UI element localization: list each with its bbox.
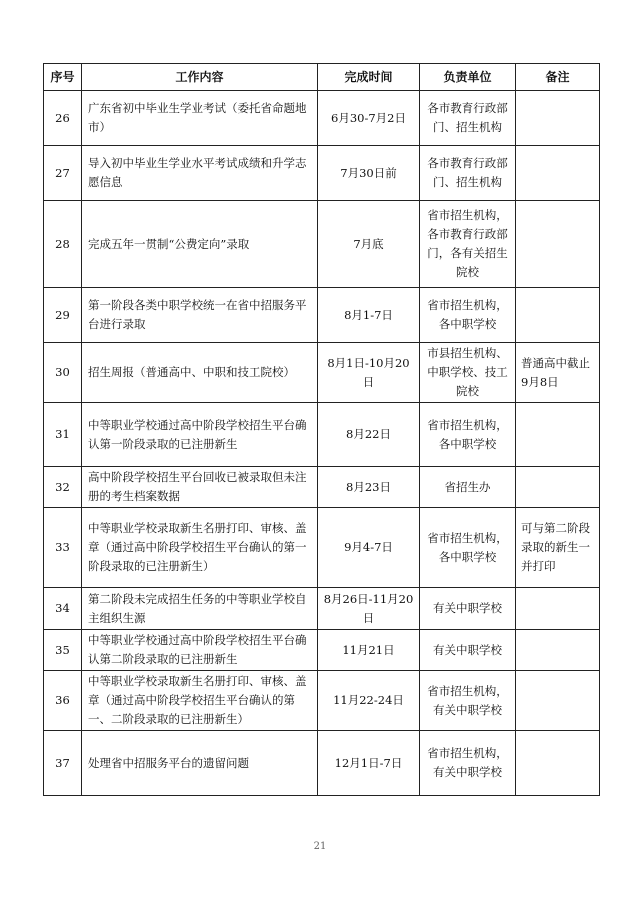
cell-time: 8月23日 xyxy=(318,467,420,508)
cell-note xyxy=(516,91,600,146)
cell-num: 27 xyxy=(44,146,82,201)
table-row xyxy=(44,201,600,288)
cell-num: 33 xyxy=(44,508,82,588)
cell-time: 11月22-24日 xyxy=(318,671,420,731)
cell-time: 8月22日 xyxy=(318,403,420,467)
table-row xyxy=(44,403,600,467)
cell-time: 12月1日-7日 xyxy=(318,731,420,796)
cell-time: 8月1日-10月20日 xyxy=(318,343,420,403)
table-row xyxy=(44,630,600,671)
cell-note xyxy=(516,731,600,796)
cell-content: 导入初中毕业生学业水平考试成绩和升学志愿信息 xyxy=(82,146,318,201)
header-unit: 负责单位 xyxy=(420,64,516,91)
header-time: 完成时间 xyxy=(318,64,420,91)
cell-note xyxy=(516,467,600,508)
table-row xyxy=(44,343,600,403)
cell-content: 第一阶段各类中职学校统一在省中招服务平台进行录取 xyxy=(82,288,318,343)
cell-unit: 各市教育行政部门、招生机构 xyxy=(420,146,516,201)
cell-note xyxy=(516,146,600,201)
cell-unit: 市县招生机构、中职学校、技工院校 xyxy=(420,343,516,403)
cell-unit: 各市教育行政部门、招生机构 xyxy=(420,91,516,146)
cell-note: 可与第二阶段录取的新生一并打印 xyxy=(516,508,600,588)
table-row xyxy=(44,467,600,508)
cell-num: 34 xyxy=(44,588,82,630)
cell-note xyxy=(516,630,600,671)
schedule-table xyxy=(43,63,600,796)
cell-unit: 省市招生机构，各中职学校 xyxy=(420,288,516,343)
cell-content: 广东省初中毕业生学业考试（委托省命题地市） xyxy=(82,91,318,146)
cell-num: 29 xyxy=(44,288,82,343)
cell-num: 31 xyxy=(44,403,82,467)
cell-time: 7月底 xyxy=(318,201,420,288)
table-row xyxy=(44,588,600,630)
cell-content: 处理省中招服务平台的遗留问题 xyxy=(82,731,318,796)
cell-num: 35 xyxy=(44,630,82,671)
cell-note: 普通高中截止9月8日 xyxy=(516,343,600,403)
cell-note xyxy=(516,588,600,630)
cell-time: 6月30-7月2日 xyxy=(318,91,420,146)
cell-time: 11月21日 xyxy=(318,630,420,671)
header-note: 备注 xyxy=(516,64,600,91)
cell-time: 8月1-7日 xyxy=(318,288,420,343)
cell-content: 第二阶段未完成招生任务的中等职业学校自主组织生源 xyxy=(82,588,318,630)
page-number: 21 xyxy=(313,841,327,852)
cell-note xyxy=(516,403,600,467)
cell-unit: 省招生办 xyxy=(420,467,516,508)
cell-time: 8月26日-11月20日 xyxy=(318,588,420,630)
table-row xyxy=(44,146,600,201)
cell-unit: 有关中职学校 xyxy=(420,588,516,630)
cell-content: 高中阶段学校招生平台回收已被录取但未注册的考生档案数据 xyxy=(82,467,318,508)
table-row xyxy=(44,671,600,731)
cell-unit: 省市招生机构，有关中职学校 xyxy=(420,671,516,731)
header-content: 工作内容 xyxy=(82,64,318,91)
table-row xyxy=(44,288,600,343)
cell-note xyxy=(516,671,600,731)
cell-time: 7月30日前 xyxy=(318,146,420,201)
cell-time: 9月4-7日 xyxy=(318,508,420,588)
table-row xyxy=(44,91,600,146)
cell-unit: 省市招生机构，各中职学校 xyxy=(420,508,516,588)
table-body xyxy=(44,91,600,796)
cell-num: 26 xyxy=(44,91,82,146)
cell-num: 28 xyxy=(44,201,82,288)
cell-unit: 省市招生机构，有关中职学校 xyxy=(420,731,516,796)
cell-num: 36 xyxy=(44,671,82,731)
cell-num: 37 xyxy=(44,731,82,796)
cell-num: 30 xyxy=(44,343,82,403)
cell-num: 32 xyxy=(44,467,82,508)
table-row xyxy=(44,508,600,588)
cell-content: 中等职业学校通过高中阶段学校招生平台确认第一阶段录取的已注册新生 xyxy=(82,403,318,467)
header-num: 序号 xyxy=(44,64,82,91)
cell-content: 招生周报（普通高中、中职和技工院校） xyxy=(82,343,318,403)
cell-content: 完成五年一贯制“公费定向”录取 xyxy=(82,201,318,288)
table-row xyxy=(44,731,600,796)
cell-content: 中等职业学校录取新生名册打印、审核、盖章（通过高中阶段学校招生平台确认的第一、二阶段录取的已注册新生） xyxy=(82,671,318,731)
cell-unit: 有关中职学校 xyxy=(420,630,516,671)
cell-unit: 省市招生机构，各中职学校 xyxy=(420,403,516,467)
cell-content: 中等职业学校通过高中阶段学校招生平台确认第二阶段录取的已注册新生 xyxy=(82,630,318,671)
cell-note xyxy=(516,288,600,343)
cell-content: 中等职业学校录取新生名册打印、审核、盖章（通过高中阶段学校招生平台确认的第一阶段录取的已注册新生） xyxy=(82,508,318,588)
cell-unit: 省市招生机构，各市教育行政部门，各有关招生院校 xyxy=(420,201,516,288)
cell-note xyxy=(516,201,600,288)
table-header-row xyxy=(44,64,600,91)
